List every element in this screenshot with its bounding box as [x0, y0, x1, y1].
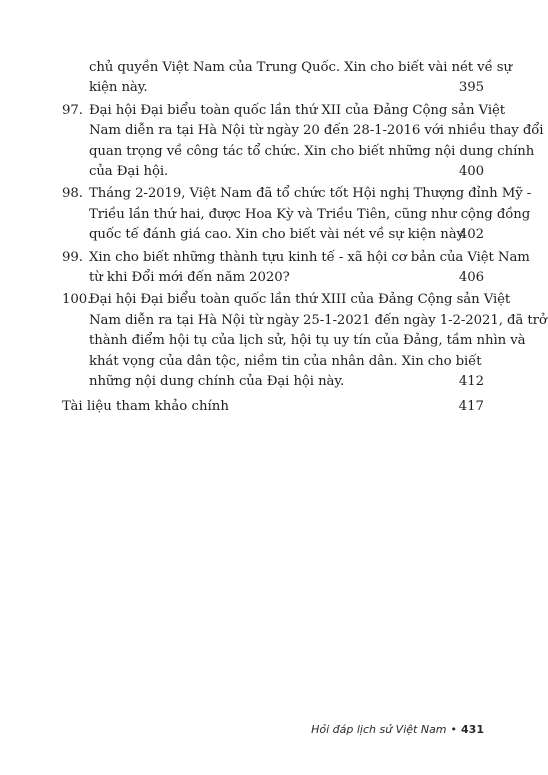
toc-entry-text — [89, 101, 544, 183]
toc-entry-number: 100. — [62, 292, 92, 308]
toc-entry-references — [62, 397, 484, 417]
toc-entry-line: chủ quyền Việt Nam của Trung Quốc. Xin cho biết vài nét về sự — [89, 60, 512, 75]
toc-entry-line: kiện này. — [89, 80, 148, 96]
toc-entry-line: khát vọng của dân tộc, niềm tin của nhân dân. Xin cho biết — [89, 353, 482, 369]
toc-entry-continued — [62, 58, 512, 99]
toc-entry-text — [89, 184, 532, 245]
toc-entry-99 — [62, 248, 530, 289]
toc-entry-text — [89, 58, 512, 99]
toc-entry-line: những nội dung chính của Đại hội này. — [89, 374, 345, 390]
toc-entry-line: từ khi Đổi mới đến năm 2020? — [89, 270, 290, 286]
toc-entry-line: quan trọng về công tác tổ chức. Xin cho biết những nội dung chính — [89, 143, 535, 159]
book-title: Hỏi đáp lịch sử Việt Nam — [311, 723, 447, 736]
table-of-contents — [62, 58, 547, 393]
footer-separator: • — [450, 723, 458, 736]
toc-entry-line: của Đại hội. — [89, 164, 169, 180]
references-label: Tài liệu tham khảo chính — [62, 399, 229, 414]
toc-entry-number: 98. — [62, 186, 83, 202]
toc-page-number: 400 — [458, 164, 484, 180]
toc-entry-line: Nam diễn ra tại Hà Nội từ ngày 25-1-2021 đến ngày 1-2-2021, đã trở — [89, 312, 547, 328]
toc-entry-text — [89, 248, 530, 289]
toc-page-number: 402 — [458, 227, 484, 243]
page-number: 431 — [461, 723, 484, 736]
toc-page-number: 417 — [458, 399, 484, 414]
toc-entry-line: thành điểm hội tụ của lịch sử, hội tụ uy tín của Đảng, tầm nhìn và — [89, 333, 526, 349]
toc-entry-line: quốc tế đánh giá cao. Xin cho biết vài nét về sự kiện này. — [89, 227, 467, 243]
toc-entry-97 — [62, 101, 544, 183]
toc-entry-number: 99. — [62, 249, 83, 265]
running-footer — [300, 723, 484, 736]
toc-page-number: 412 — [458, 374, 484, 390]
toc-entry-98 — [62, 184, 532, 245]
toc-entry-line: Tháng 2-2019, Việt Nam đã tổ chức tốt Hội nghị Thượng đỉnh Mỹ - — [89, 186, 532, 202]
toc-entry-line: Triều lần thứ hai, được Hoa Kỳ và Triều Tiên, cũng như cộng đồng — [89, 206, 531, 222]
toc-entry-line: Đại hội Đại biểu toàn quốc lần thứ XIII của Đảng Cộng sản Việt — [89, 292, 511, 308]
toc-entry-line: Xin cho biết những thành tựu kinh tế - xã hội cơ bản của Việt Nam — [89, 249, 530, 265]
toc-page-number: 395 — [458, 80, 484, 96]
toc-entry-line: Đại hội Đại biểu toàn quốc lần thứ XII của Đảng Cộng sản Việt — [89, 102, 505, 118]
toc-page-number: 406 — [458, 270, 484, 286]
toc-entry-text — [89, 290, 547, 392]
toc-entry-100 — [62, 290, 547, 392]
toc-entry-line: Nam diễn ra tại Hà Nội từ ngày 20 đến 28-1-2016 với nhiều thay đổi — [89, 123, 544, 139]
toc-entry-number: 97. — [62, 102, 83, 118]
